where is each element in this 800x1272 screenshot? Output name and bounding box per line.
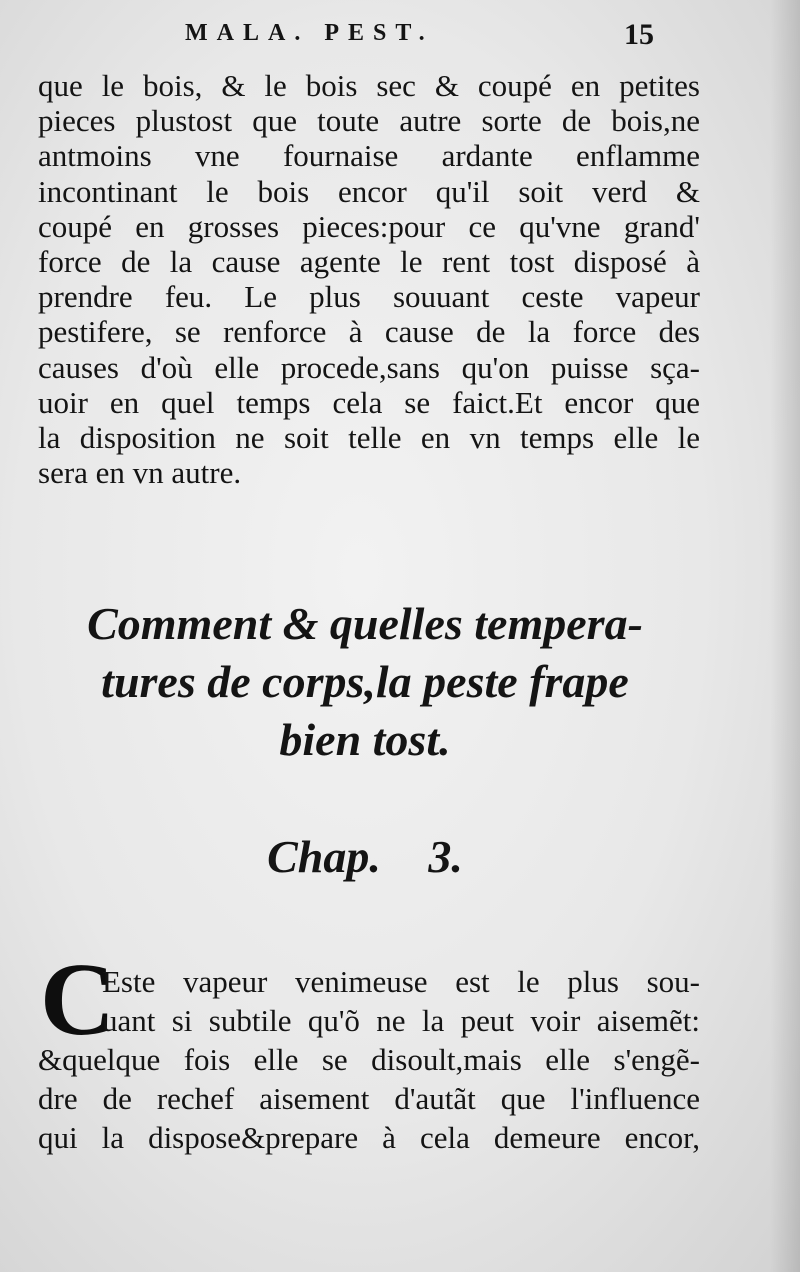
text-line: uoir en quel temps cela se faict.Et encor que <box>38 384 700 420</box>
text-line: antmoins vne fournaise ardante enflamme <box>38 138 700 174</box>
paragraph-1 <box>38 68 700 490</box>
text-line: pestifere, se renforce à cause de la force des <box>38 314 700 350</box>
text-line: &quelque fois elle se disoult,mais elle s'engẽ- <box>38 1042 700 1077</box>
text-line: force de la cause agente le rent tost disposé à <box>38 244 700 280</box>
running-title: MALA. PEST. <box>185 20 434 46</box>
drop-cap-initial: C <box>40 942 116 1057</box>
chapter-heading-line: bien tost. <box>279 714 451 765</box>
chapter-label: Chap. <box>267 831 381 882</box>
page-edge-shadow <box>770 0 800 1272</box>
text-line: sera en vn autre. <box>38 455 242 491</box>
text-line: causes d'où elle procede,sans qu'on puisse sça- <box>38 349 700 385</box>
text-line: uant si subtile qu'õ ne la peut voir aisemẽt: <box>102 1003 700 1038</box>
text-line: que le bois, & le bois sec & coupé en petites <box>38 68 700 103</box>
text-line: Este vapeur venimeuse est le plus sou- <box>102 964 700 999</box>
chapter-number <box>40 830 690 883</box>
text-line: dre de rechef aisement d'autãt que l'influence <box>38 1081 700 1116</box>
chapter-heading <box>40 595 690 769</box>
text-line: incontinant le bois encor qu'il soit verd & <box>38 173 700 209</box>
text-line: pieces plustost que toute autre sorte de bois,ne <box>38 103 700 139</box>
paragraph-2 <box>38 962 700 1157</box>
chapter-numeral: 3. <box>428 831 463 882</box>
chapter-heading-line: Comment & quelles tempera- <box>87 598 643 649</box>
text-line: prendre feu. Le plus souuant ceste vapeur <box>38 279 700 315</box>
text-line: coupé en grosses pieces:pour ce qu'vne grand' <box>38 208 700 244</box>
page-number: 15 <box>624 18 654 51</box>
chapter-heading-line: tures de corps,la peste frape <box>101 656 629 707</box>
running-head <box>0 18 800 58</box>
text-line: qui la dispose&prepare à cela demeure encor, <box>38 1120 700 1155</box>
text-line: la disposition ne soit telle en vn temps elle le <box>38 420 700 456</box>
